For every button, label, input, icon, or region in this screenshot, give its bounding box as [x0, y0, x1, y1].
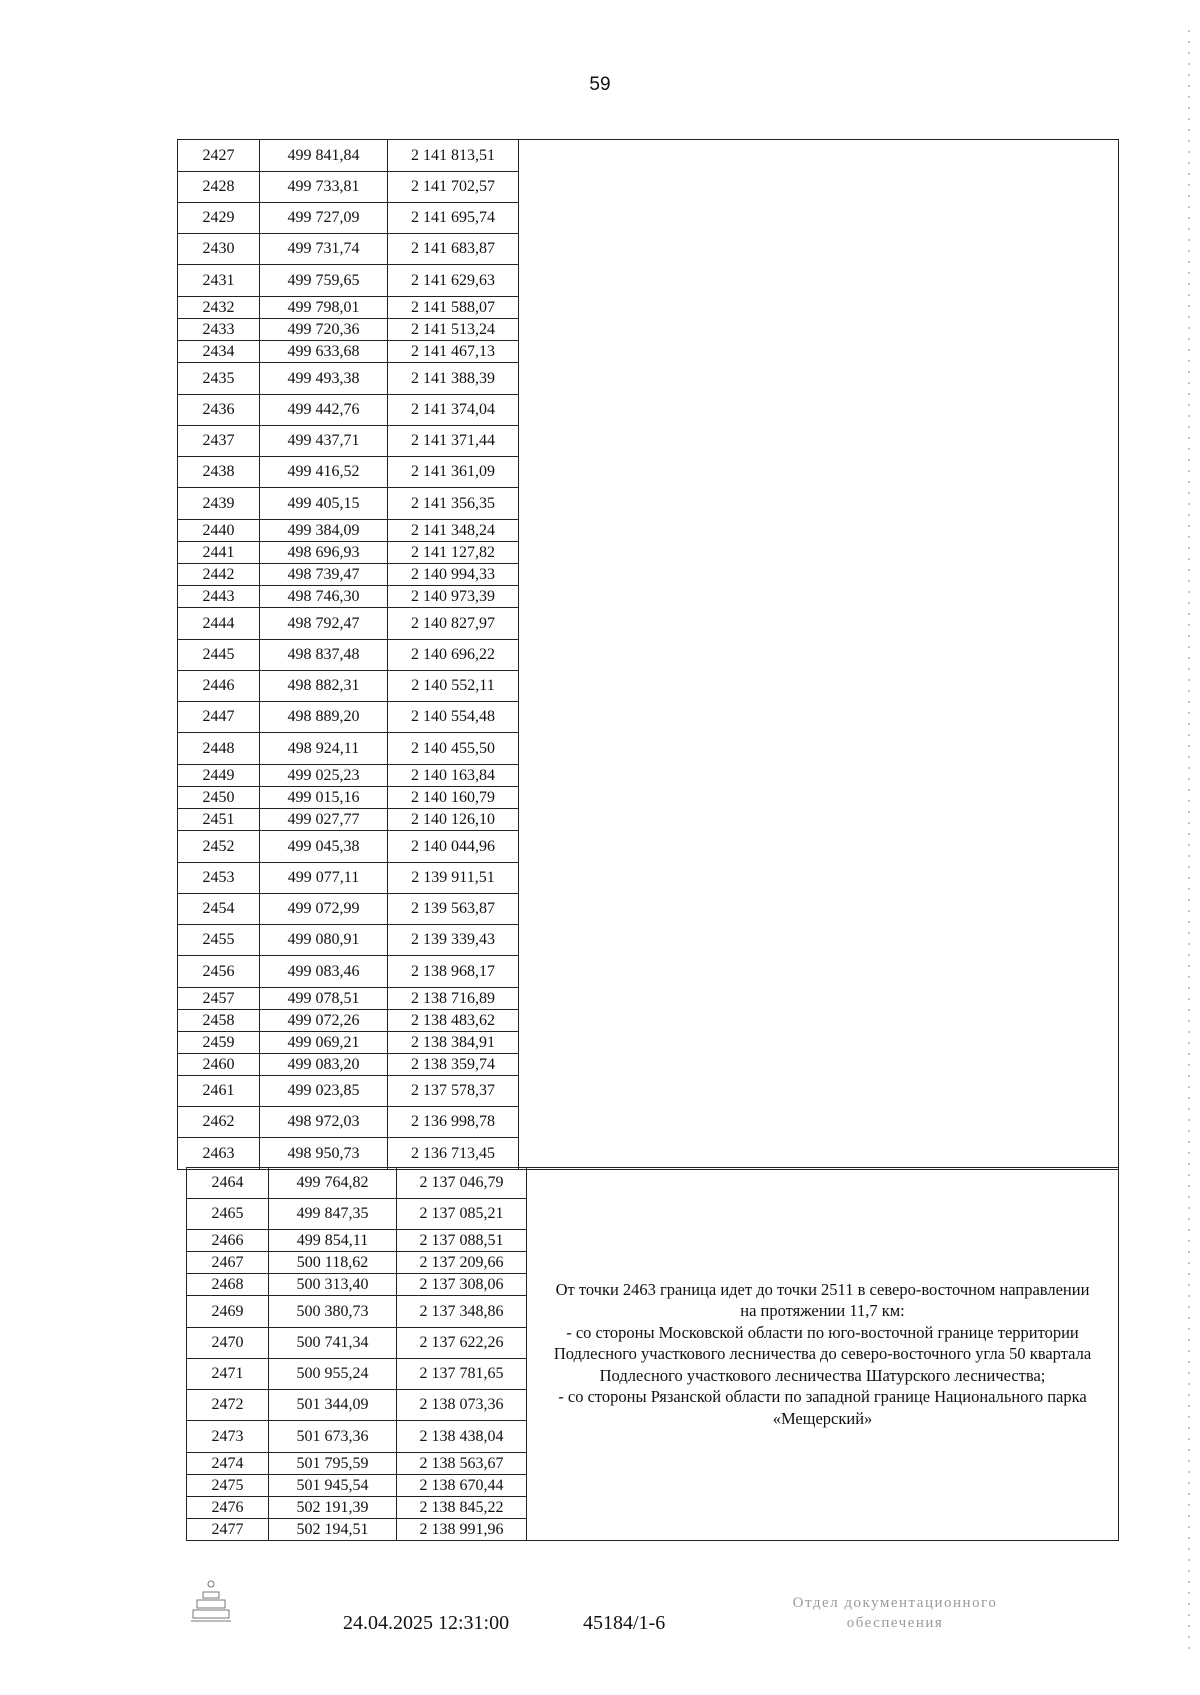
point-number-cell: 2473 [187, 1421, 269, 1453]
y-coordinate-cell: 2 138 716,89 [388, 988, 519, 1010]
point-number-cell: 2445 [178, 640, 260, 671]
y-coordinate-cell: 2 141 361,09 [388, 457, 519, 488]
point-number-cell: 2465 [187, 1199, 269, 1230]
point-number-cell: 2440 [178, 520, 260, 542]
x-coordinate-cell: 499 854,11 [269, 1230, 397, 1252]
y-coordinate-cell: 2 138 359,74 [388, 1054, 519, 1076]
x-coordinate-cell: 501 673,36 [269, 1421, 397, 1453]
x-coordinate-cell: 499 493,38 [260, 363, 388, 395]
y-coordinate-cell: 2 139 563,87 [388, 894, 519, 925]
x-coordinate-cell: 499 727,09 [260, 203, 388, 234]
x-coordinate-cell: 501 795,59 [269, 1453, 397, 1475]
description-line: - со стороны Московской области по юго-восточной границе территории [566, 1322, 1079, 1342]
y-coordinate-cell: 2 140 552,11 [388, 671, 519, 702]
y-coordinate-cell: 2 141 374,04 [388, 395, 519, 426]
point-number-cell: 2431 [178, 265, 260, 297]
x-coordinate-cell: 500 313,40 [269, 1274, 397, 1296]
point-number-cell: 2427 [178, 140, 260, 172]
x-coordinate-cell: 499 083,46 [260, 956, 388, 988]
y-coordinate-cell: 2 141 513,24 [388, 319, 519, 341]
x-coordinate-cell: 499 027,77 [260, 809, 388, 831]
x-coordinate-cell: 499 442,76 [260, 395, 388, 426]
y-coordinate-cell: 2 140 163,84 [388, 765, 519, 787]
x-coordinate-cell: 499 405,15 [260, 488, 388, 520]
y-coordinate-cell: 2 140 044,96 [388, 831, 519, 863]
footer-office-stamp [735, 1593, 1055, 1634]
point-number-cell: 2437 [178, 426, 260, 457]
x-coordinate-cell: 499 733,81 [260, 172, 388, 203]
point-number-cell: 2453 [178, 863, 260, 894]
y-coordinate-cell: 2 138 563,67 [397, 1453, 527, 1475]
boundary-description-cell [527, 1168, 1119, 1541]
x-coordinate-cell: 499 731,74 [260, 234, 388, 265]
y-coordinate-cell: 2 137 209,66 [397, 1252, 527, 1274]
footer-datetime: 24.04.2025 12:31:00 [343, 1612, 510, 1634]
y-coordinate-cell: 2 141 683,87 [388, 234, 519, 265]
x-coordinate-cell: 499 023,85 [260, 1076, 388, 1107]
point-number-cell: 2470 [187, 1328, 269, 1359]
y-coordinate-cell: 2 141 371,44 [388, 426, 519, 457]
y-coordinate-cell: 2 138 991,96 [397, 1519, 527, 1541]
x-coordinate-cell: 498 837,48 [260, 640, 388, 671]
description-line: Подлесного участкового лесничества Шатурского лесничества; [599, 1365, 1046, 1385]
coordinates-table-top [177, 139, 1119, 1170]
point-number-cell: 2456 [178, 956, 260, 988]
x-coordinate-cell: 499 072,26 [260, 1010, 388, 1032]
x-coordinate-cell: 499 847,35 [269, 1199, 397, 1230]
y-coordinate-cell: 2 141 629,63 [388, 265, 519, 297]
x-coordinate-cell: 499 798,01 [260, 297, 388, 319]
y-coordinate-cell: 2 141 588,07 [388, 297, 519, 319]
description-line: на протяжении 11,7 км: [740, 1301, 905, 1321]
x-coordinate-cell: 500 955,24 [269, 1359, 397, 1390]
x-coordinate-cell: 498 950,73 [260, 1138, 388, 1170]
y-coordinate-cell: 2 141 813,51 [388, 140, 519, 172]
y-coordinate-cell: 2 138 483,62 [388, 1010, 519, 1032]
y-coordinate-cell: 2 141 388,39 [388, 363, 519, 395]
description-line: «Мещерский» [772, 1408, 873, 1428]
x-coordinate-cell: 499 416,52 [260, 457, 388, 488]
empty-description-cell [519, 140, 1119, 1170]
y-coordinate-cell: 2 141 356,35 [388, 488, 519, 520]
y-coordinate-cell: 2 138 968,17 [388, 956, 519, 988]
x-coordinate-cell: 499 069,21 [260, 1032, 388, 1054]
table-row [187, 1168, 1119, 1199]
coordinates-table-bottom [186, 1167, 1119, 1541]
x-coordinate-cell: 500 380,73 [269, 1296, 397, 1328]
y-coordinate-cell: 2 138 845,22 [397, 1497, 527, 1519]
point-number-cell: 2435 [178, 363, 260, 395]
x-coordinate-cell: 498 889,20 [260, 702, 388, 733]
x-coordinate-cell: 500 118,62 [269, 1252, 397, 1274]
x-coordinate-cell: 499 015,16 [260, 787, 388, 809]
point-number-cell: 2441 [178, 542, 260, 564]
point-number-cell: 2454 [178, 894, 260, 925]
point-number-cell: 2442 [178, 564, 260, 586]
x-coordinate-cell: 498 924,11 [260, 733, 388, 765]
x-coordinate-cell: 501 344,09 [269, 1390, 397, 1421]
y-coordinate-cell: 2 137 308,06 [397, 1274, 527, 1296]
y-coordinate-cell: 2 137 348,86 [397, 1296, 527, 1328]
point-number-cell: 2433 [178, 319, 260, 341]
point-number-cell: 2438 [178, 457, 260, 488]
y-coordinate-cell: 2 137 085,21 [397, 1199, 527, 1230]
point-number-cell: 2443 [178, 586, 260, 608]
point-number-cell: 2472 [187, 1390, 269, 1421]
point-number-cell: 2476 [187, 1497, 269, 1519]
point-number-cell: 2474 [187, 1453, 269, 1475]
description-line: От точки 2463 граница идет до точки 2511 в северо-восточном направлении [555, 1279, 1090, 1299]
table-row [178, 140, 1119, 172]
point-number-cell: 2468 [187, 1274, 269, 1296]
y-coordinate-cell: 2 141 348,24 [388, 520, 519, 542]
y-coordinate-cell: 2 137 088,51 [397, 1230, 527, 1252]
x-coordinate-cell: 498 972,03 [260, 1107, 388, 1138]
y-coordinate-cell: 2 136 713,45 [388, 1138, 519, 1170]
y-coordinate-cell: 2 141 702,57 [388, 172, 519, 203]
x-coordinate-cell: 498 792,47 [260, 608, 388, 640]
point-number-cell: 2447 [178, 702, 260, 733]
emblem-stamp-icon [185, 1578, 237, 1624]
x-coordinate-cell: 499 437,71 [260, 426, 388, 457]
y-coordinate-cell: 2 140 994,33 [388, 564, 519, 586]
y-coordinate-cell: 2 141 467,13 [388, 341, 519, 363]
y-coordinate-cell: 2 136 998,78 [388, 1107, 519, 1138]
point-number-cell: 2459 [178, 1032, 260, 1054]
x-coordinate-cell: 498 739,47 [260, 564, 388, 586]
x-coordinate-cell: 499 384,09 [260, 520, 388, 542]
point-number-cell: 2449 [178, 765, 260, 787]
page-number: 59 [589, 74, 611, 95]
y-coordinate-cell: 2 140 696,22 [388, 640, 519, 671]
point-number-cell: 2455 [178, 925, 260, 956]
scan-edge-marks [1188, 30, 1190, 1650]
office-line-2: обеспечения [846, 1615, 944, 1632]
point-number-cell: 2463 [178, 1138, 260, 1170]
y-coordinate-cell: 2 137 622,26 [397, 1328, 527, 1359]
y-coordinate-cell: 2 140 160,79 [388, 787, 519, 809]
description-line: Подлесного участкового лесничества до северо-восточного угла 50 квартала [553, 1344, 1092, 1364]
y-coordinate-cell: 2 137 781,65 [397, 1359, 527, 1390]
x-coordinate-cell: 499 078,51 [260, 988, 388, 1010]
x-coordinate-cell: 501 945,54 [269, 1475, 397, 1497]
point-number-cell: 2451 [178, 809, 260, 831]
point-number-cell: 2477 [187, 1519, 269, 1541]
point-number-cell: 2460 [178, 1054, 260, 1076]
point-number-cell: 2475 [187, 1475, 269, 1497]
office-line-1: Отдел документационного [792, 1595, 998, 1611]
point-number-cell: 2444 [178, 608, 260, 640]
x-coordinate-cell: 502 191,39 [269, 1497, 397, 1519]
y-coordinate-cell: 2 137 578,37 [388, 1076, 519, 1107]
y-coordinate-cell: 2 138 073,36 [397, 1390, 527, 1421]
point-number-cell: 2434 [178, 341, 260, 363]
x-coordinate-cell: 499 077,11 [260, 863, 388, 894]
point-number-cell: 2466 [187, 1230, 269, 1252]
x-coordinate-cell: 499 764,82 [269, 1168, 397, 1199]
y-coordinate-cell: 2 140 455,50 [388, 733, 519, 765]
point-number-cell: 2432 [178, 297, 260, 319]
point-number-cell: 2469 [187, 1296, 269, 1328]
y-coordinate-cell: 2 140 554,48 [388, 702, 519, 733]
point-number-cell: 2428 [178, 172, 260, 203]
point-number-cell: 2464 [187, 1168, 269, 1199]
point-number-cell: 2430 [178, 234, 260, 265]
x-coordinate-cell: 498 696,93 [260, 542, 388, 564]
y-coordinate-cell: 2 140 973,39 [388, 586, 519, 608]
point-number-cell: 2439 [178, 488, 260, 520]
x-coordinate-cell: 499 759,65 [260, 265, 388, 297]
point-number-cell: 2458 [178, 1010, 260, 1032]
x-coordinate-cell: 498 882,31 [260, 671, 388, 702]
description-line: - со стороны Рязанской области по западной границе Национального парка [558, 1387, 1087, 1407]
x-coordinate-cell: 502 194,51 [269, 1519, 397, 1541]
point-number-cell: 2446 [178, 671, 260, 702]
x-coordinate-cell: 498 746,30 [260, 586, 388, 608]
point-number-cell: 2462 [178, 1107, 260, 1138]
x-coordinate-cell: 499 841,84 [260, 140, 388, 172]
y-coordinate-cell: 2 138 670,44 [397, 1475, 527, 1497]
x-coordinate-cell: 499 025,23 [260, 765, 388, 787]
x-coordinate-cell: 499 720,36 [260, 319, 388, 341]
point-number-cell: 2467 [187, 1252, 269, 1274]
x-coordinate-cell: 499 045,38 [260, 831, 388, 863]
x-coordinate-cell: 499 083,20 [260, 1054, 388, 1076]
y-coordinate-cell: 2 140 126,10 [388, 809, 519, 831]
point-number-cell: 2457 [178, 988, 260, 1010]
x-coordinate-cell: 499 072,99 [260, 894, 388, 925]
x-coordinate-cell: 499 080,91 [260, 925, 388, 956]
y-coordinate-cell: 2 141 127,82 [388, 542, 519, 564]
y-coordinate-cell: 2 139 339,43 [388, 925, 519, 956]
point-number-cell: 2461 [178, 1076, 260, 1107]
point-number-cell: 2436 [178, 395, 260, 426]
point-number-cell: 2471 [187, 1359, 269, 1390]
x-coordinate-cell: 500 741,34 [269, 1328, 397, 1359]
y-coordinate-cell: 2 138 384,91 [388, 1032, 519, 1054]
y-coordinate-cell: 2 137 046,79 [397, 1168, 527, 1199]
point-number-cell: 2429 [178, 203, 260, 234]
y-coordinate-cell: 2 140 827,97 [388, 608, 519, 640]
footer-document-number: 45184/1-6 [583, 1612, 666, 1634]
x-coordinate-cell: 499 633,68 [260, 341, 388, 363]
y-coordinate-cell: 2 139 911,51 [388, 863, 519, 894]
y-coordinate-cell: 2 141 695,74 [388, 203, 519, 234]
y-coordinate-cell: 2 138 438,04 [397, 1421, 527, 1453]
point-number-cell: 2452 [178, 831, 260, 863]
point-number-cell: 2448 [178, 733, 260, 765]
point-number-cell: 2450 [178, 787, 260, 809]
